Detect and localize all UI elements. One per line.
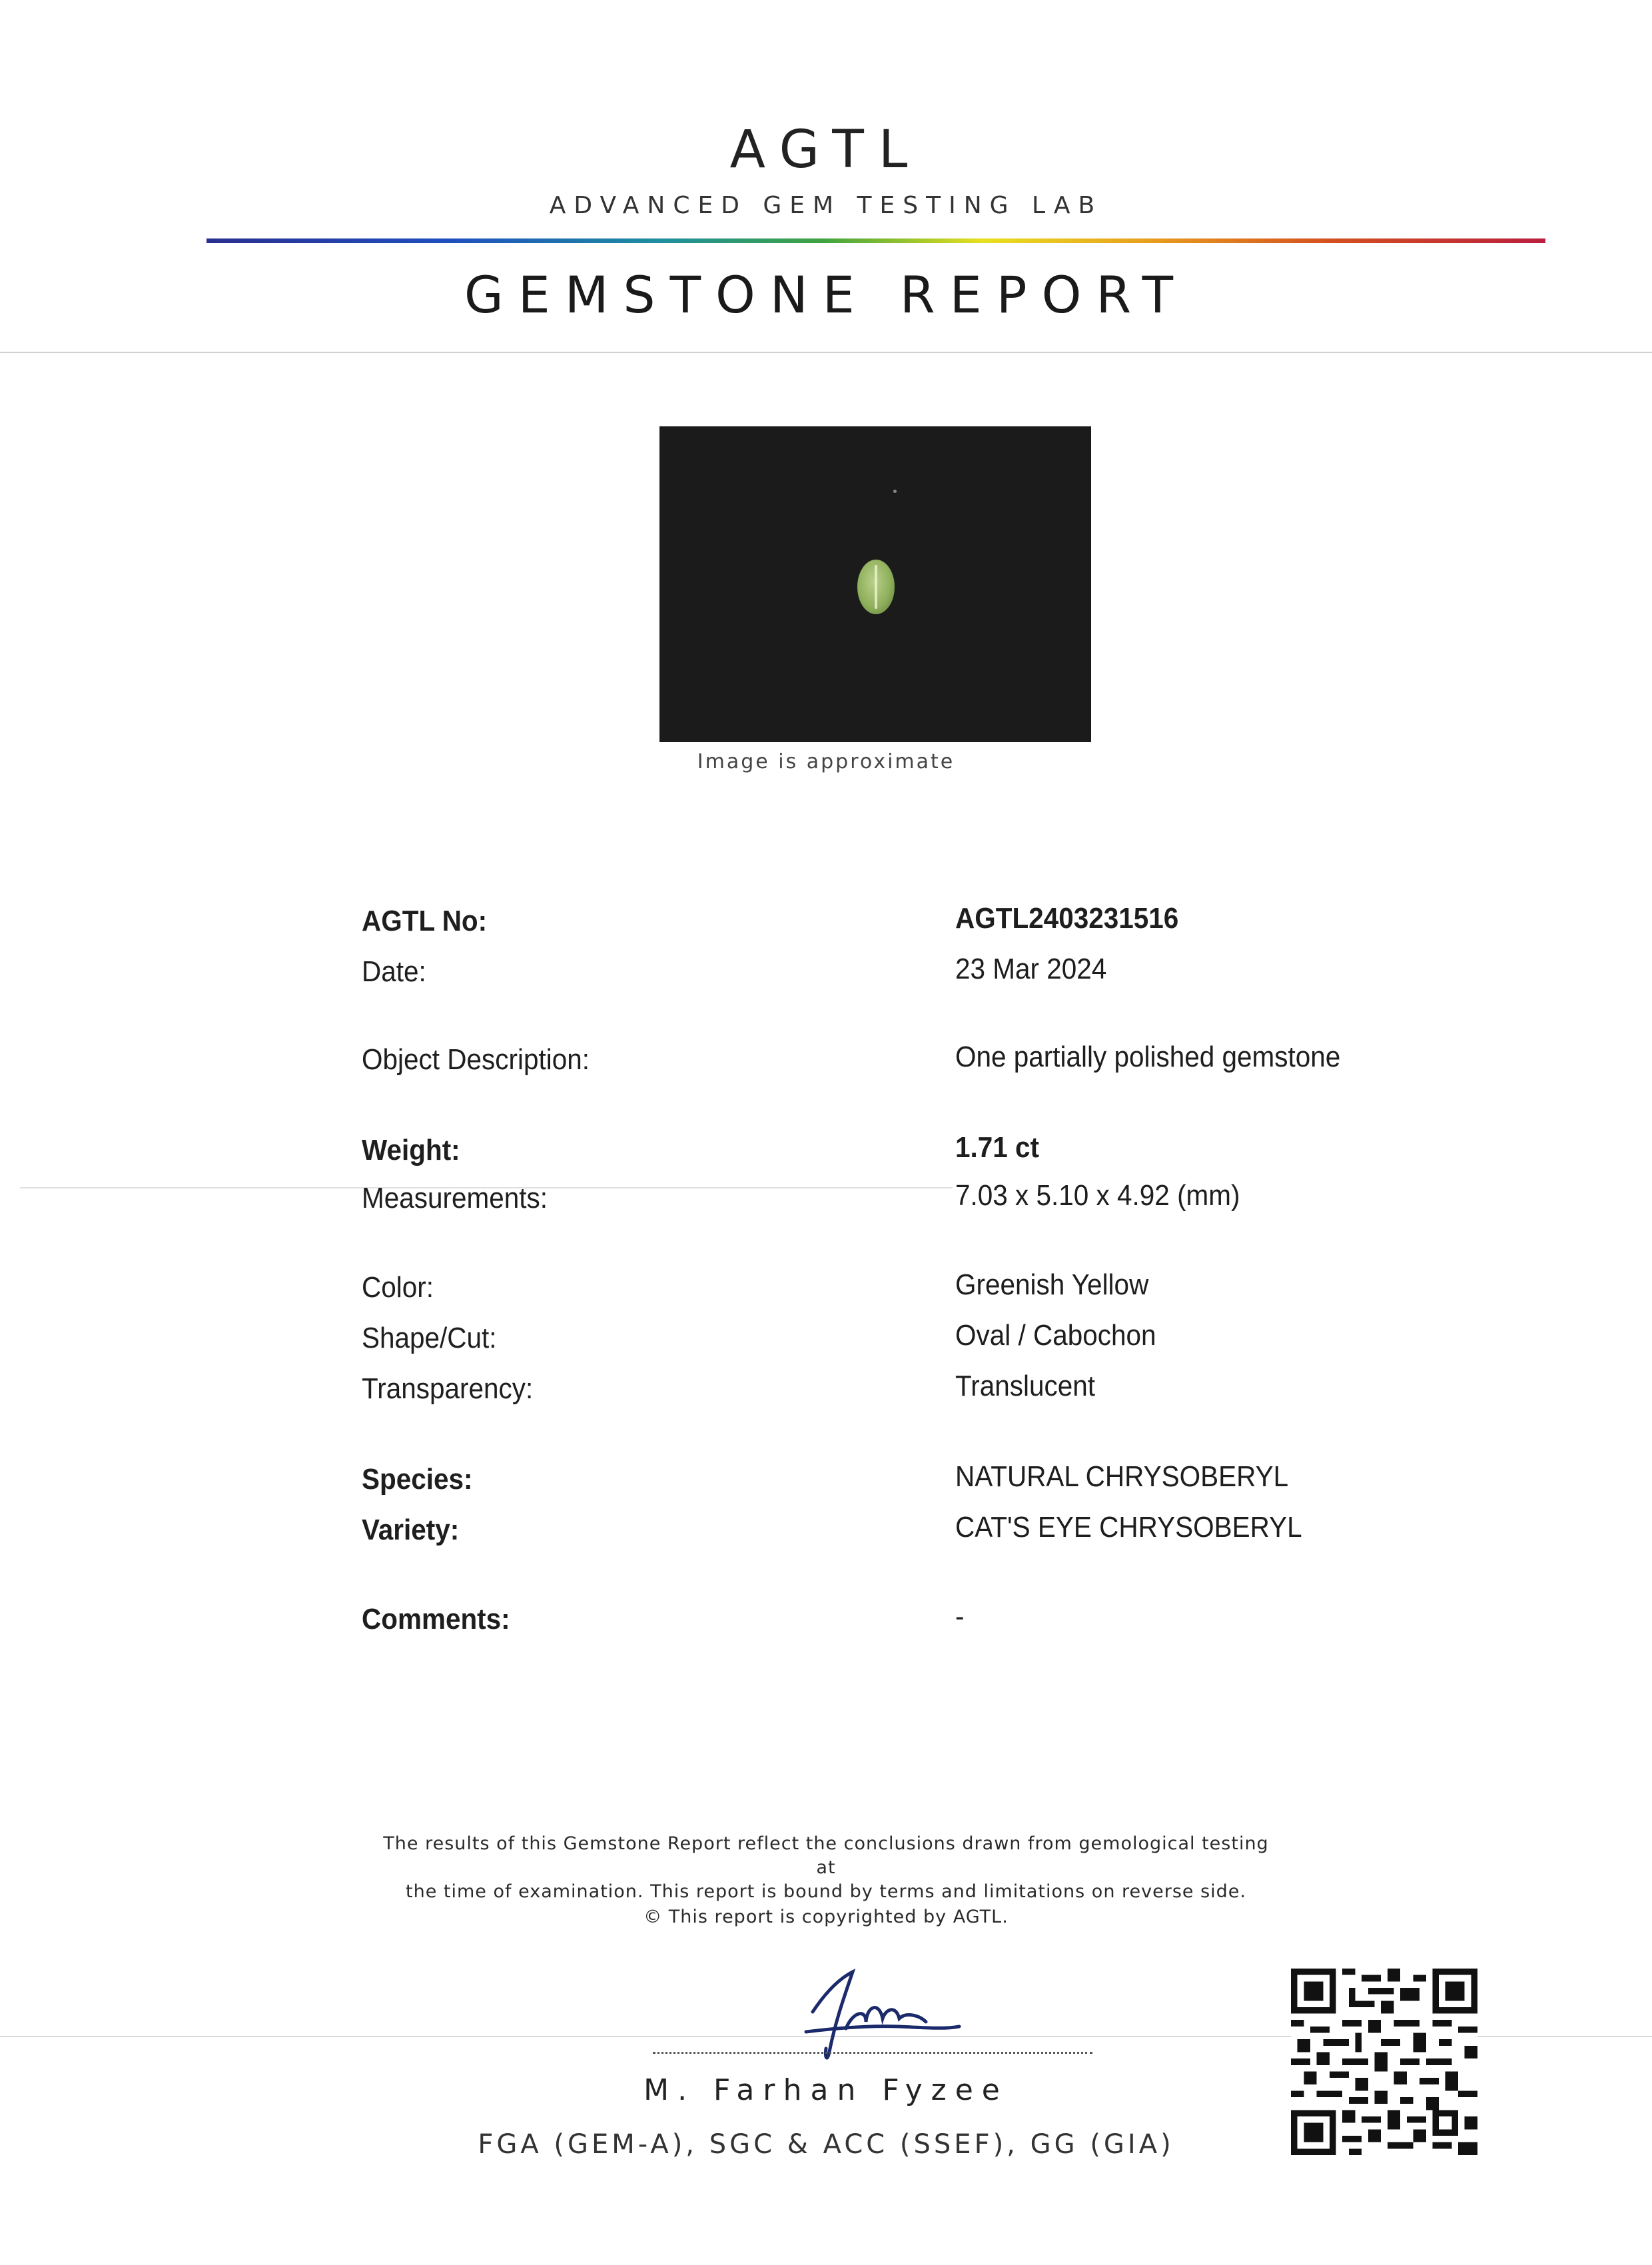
signatory-credentials: FGA (GEM-A), SGC & ACC (SSEF), GG (GIA) <box>478 2129 1174 2160</box>
agtl-no-value: AGTL2403231516 <box>955 902 1179 935</box>
gemstone-photo <box>659 426 1091 742</box>
shape-cut-value: Oval / Cabochon <box>955 1319 1156 1352</box>
transparency-value: Translucent <box>955 1370 1095 1402</box>
report-title: GEMSTONE REPORT <box>464 265 1188 324</box>
scan-artifact-line <box>0 352 1652 353</box>
signatory-name: M. Farhan Fyzee <box>643 2073 1009 2107</box>
lab-name: ADVANCED GEM TESTING LAB <box>549 192 1103 219</box>
comments-value: - <box>955 1600 965 1633</box>
object-description-value: One partially polished gemstone <box>955 1041 1341 1073</box>
signature-line <box>653 2052 1092 2054</box>
color-label: Color: <box>362 1271 434 1304</box>
photo-caption: Image is approximate <box>697 750 955 773</box>
photo-speck <box>893 490 897 493</box>
species-label: Species: <box>362 1463 473 1496</box>
variety-label: Variety: <box>362 1514 460 1546</box>
weight-label: Weight: <box>362 1134 460 1166</box>
date-label: Date: <box>362 955 426 988</box>
shape-cut-label: Shape/Cut: <box>362 1322 497 1354</box>
disclaimer <box>373 1832 1279 1904</box>
gemstone-image <box>857 560 895 614</box>
copyright-notice: © This report is copyrighted by AGTL. <box>643 1907 1009 1927</box>
signature-image <box>766 1965 979 2065</box>
variety-value: CAT'S EYE CHRYSOBERYL <box>955 1511 1302 1544</box>
transparency-label: Transparency: <box>362 1372 534 1405</box>
disclaimer-line-1: The results of this Gemstone Report reflect the conclusions drawn from gemological testing at <box>383 1833 1269 1878</box>
measurements-label: Measurements: <box>362 1182 548 1214</box>
agtl-no-label: AGTL No: <box>362 905 488 937</box>
weight-value: 1.71 ct <box>955 1131 1040 1164</box>
comments-label: Comments: <box>362 1603 510 1635</box>
spectrum-divider <box>206 238 1545 243</box>
species-value: NATURAL CHRYSOBERYL <box>955 1460 1289 1493</box>
color-value: Greenish Yellow <box>955 1268 1149 1301</box>
brand-logo: AGTL <box>729 120 923 180</box>
date-value: 23 Mar 2024 <box>955 953 1107 985</box>
object-description-label: Object Description: <box>362 1043 590 1076</box>
cats-eye-band <box>875 565 877 609</box>
qr-code <box>1291 1969 1477 2155</box>
measurements-value: 7.03 x 5.10 x 4.92 (mm) <box>955 1179 1240 1212</box>
disclaimer-line-2: the time of examination. This report is bound by terms and limitations on reverse side. <box>406 1881 1246 1902</box>
